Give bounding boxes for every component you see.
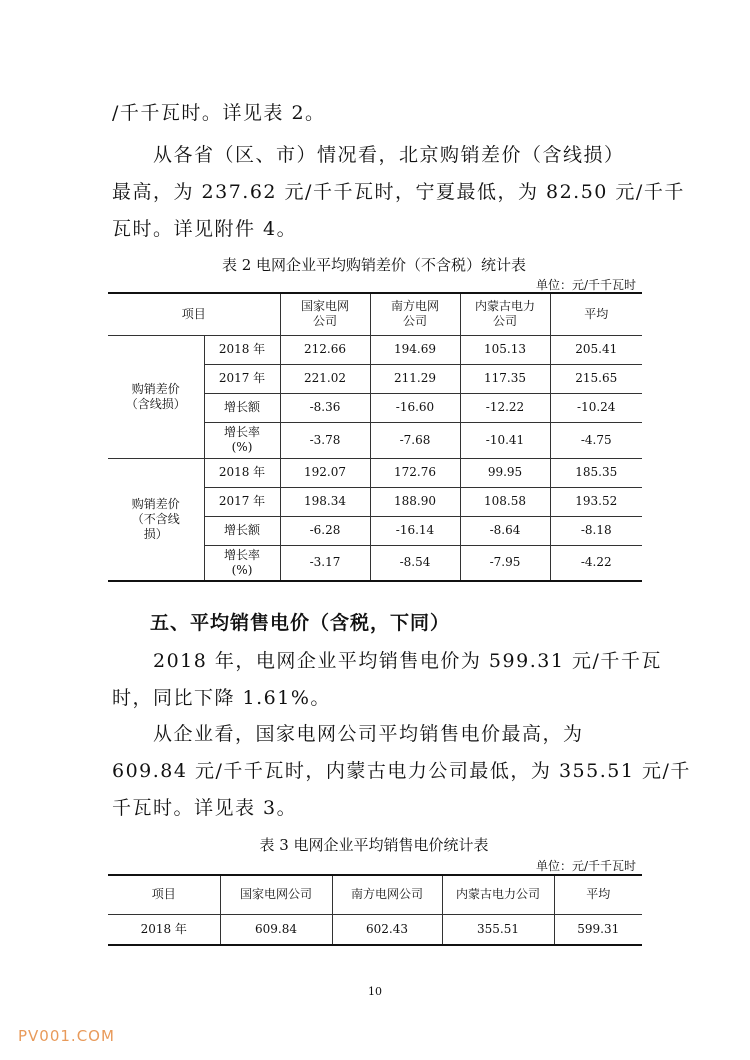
table-cell: -16.60 (370, 393, 460, 422)
table-cell: 599.31 (554, 914, 642, 945)
table3 (108, 874, 642, 946)
row-label: 增长率 (%) (204, 422, 280, 458)
group-label: 购销差价 （含线损） (108, 335, 204, 458)
table-cell: -16.14 (370, 516, 460, 545)
table-cell: -8.54 (370, 545, 460, 581)
paragraph-line: 从各省（区、市）情况看，北京购销差价（含线损） (112, 144, 625, 166)
table2-unit: 单位：元/千千瓦时 (535, 278, 636, 292)
table-cell: 105.13 (460, 335, 550, 364)
group-label: 购销差价 （不含线 损） (108, 458, 204, 581)
table-cell: -7.95 (460, 545, 550, 581)
header-cell: 平均 (550, 293, 642, 335)
paragraph-line: 从企业看，国家电网公司平均销售电价最高，为 (112, 723, 584, 745)
header-cell: 国家电网 公司 (280, 293, 370, 335)
table-cell: 192.07 (280, 458, 370, 487)
table-cell: 602.43 (332, 914, 442, 945)
section-heading: 五、平均销售电价（含税，下同） (150, 612, 451, 634)
table-cell: -8.64 (460, 516, 550, 545)
row-label: 增长率 (%) (204, 545, 280, 581)
header-cell: 项目 (108, 293, 280, 335)
table2-caption: 表 2 电网企业平均购销差价（不含税）统计表 (221, 256, 527, 274)
page-number: 10 (368, 985, 382, 998)
paragraph-line: 609.84 元/千千瓦时，内蒙古电力公司最低，为 355.51 元/千 (112, 760, 691, 782)
table-cell: 205.41 (550, 335, 642, 364)
table-cell: 108.58 (460, 487, 550, 516)
table-cell: 212.66 (280, 335, 370, 364)
paragraph-continuation: /千千瓦时。详见表 2。 (112, 102, 326, 124)
table-cell: -4.22 (550, 545, 642, 581)
header-cell: 南方电网 公司 (370, 293, 460, 335)
table-cell: -8.36 (280, 393, 370, 422)
header-cell: 平均 (554, 875, 642, 914)
table-cell: 198.34 (280, 487, 370, 516)
paragraph-line: 瓦时。详见附件 4。 (112, 218, 298, 240)
table-cell: -3.78 (280, 422, 370, 458)
table2 (108, 292, 642, 582)
table-cell: -12.22 (460, 393, 550, 422)
table-cell: 355.51 (442, 914, 554, 945)
table-cell: 609.84 (220, 914, 332, 945)
table-cell: 215.65 (550, 364, 642, 393)
table-cell: -8.18 (550, 516, 642, 545)
table-cell: -6.28 (280, 516, 370, 545)
table-cell: -10.41 (460, 422, 550, 458)
table-cell: 172.76 (370, 458, 460, 487)
table-cell: 188.90 (370, 487, 460, 516)
row-label: 2017 年 (204, 487, 280, 516)
table-cell: 194.69 (370, 335, 460, 364)
paragraph-line: 最高，为 237.62 元/千千瓦时，宁夏最低，为 82.50 元/千千 (112, 181, 685, 203)
header-cell: 国家电网公司 (220, 875, 332, 914)
row-label: 2017 年 (204, 364, 280, 393)
header-cell: 项目 (108, 875, 220, 914)
table-cell: -7.68 (370, 422, 460, 458)
row-label: 增长额 (204, 393, 280, 422)
table-cell: 117.35 (460, 364, 550, 393)
table3-unit: 单位：元/千千瓦时 (535, 859, 636, 873)
row-label: 2018 年 (108, 914, 220, 945)
paragraph-line: 2018 年，电网企业平均销售电价为 599.31 元/千千瓦 (112, 650, 662, 672)
row-label: 增长额 (204, 516, 280, 545)
table3-caption: 表 3 电网企业平均销售电价统计表 (259, 836, 489, 854)
table-cell: 185.35 (550, 458, 642, 487)
table-cell: 193.52 (550, 487, 642, 516)
table-cell: -3.17 (280, 545, 370, 581)
row-label: 2018 年 (204, 458, 280, 487)
watermark: PV001.COM (18, 1027, 115, 1045)
table-cell: 221.02 (280, 364, 370, 393)
table-cell: -10.24 (550, 393, 642, 422)
table-cell: -4.75 (550, 422, 642, 458)
header-cell: 南方电网公司 (332, 875, 442, 914)
paragraph-line: 千瓦时。详见表 3。 (112, 797, 298, 819)
row-label: 2018 年 (204, 335, 280, 364)
table-cell: 211.29 (370, 364, 460, 393)
paragraph-line: 时，同比下降 1.61%。 (112, 687, 331, 709)
table-cell: 99.95 (460, 458, 550, 487)
header-cell: 内蒙古电力 公司 (460, 293, 550, 335)
header-cell: 内蒙古电力公司 (442, 875, 554, 914)
